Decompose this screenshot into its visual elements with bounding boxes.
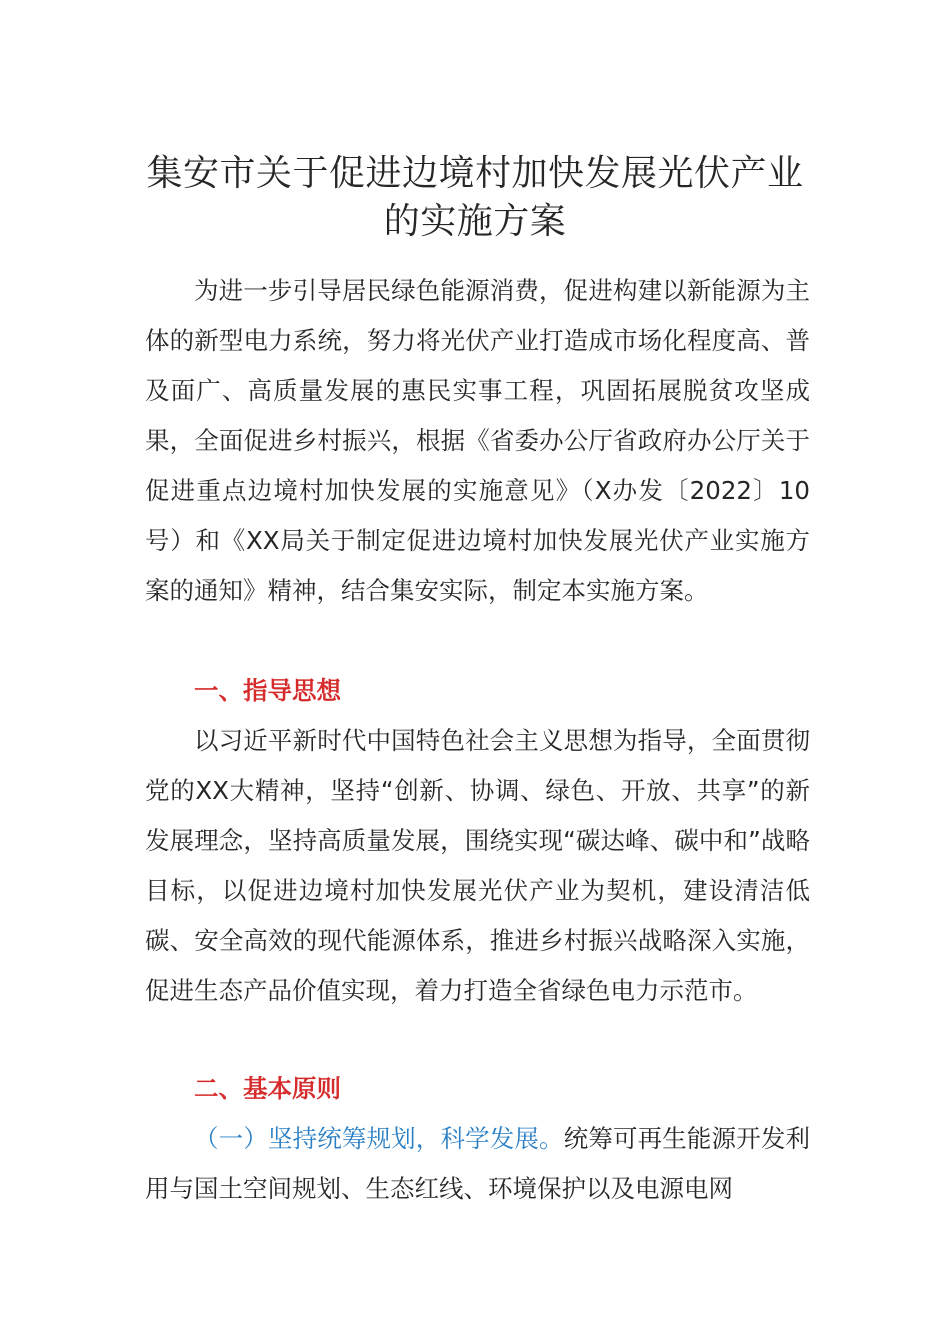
document-title-line-1: 集安市关于促进边境村加快发展光伏产业 (146, 153, 804, 194)
principle-1-heading: （一）坚持统筹规划，科学发展。 (194, 1124, 564, 1153)
principle-1-paragraph (145, 1114, 810, 1214)
document-title-line-2: 的实施方案 (383, 201, 567, 242)
section-heading-basic-principles: 二、基本原则 (194, 1074, 341, 1103)
intro-paragraph: 为进一步引导居民绿色能源消费，促进构建以新能源为主体的新型电力系统，努力将光伏产业打造成市场化程度高、普及面广、高质量发展的惠民实事工程，巩固拓展脱贫攻坚成果，全面促进乡村振兴，根据《省委办公厅省政府办公厅关于促进重点边境村加快发展的实施意见》（X办发〔2022〕10号）和《XX局关于制定促进边境村加快发展光伏产业实施方案的通知》精神，结合集安实际，制定本实施方案。 (145, 276, 810, 605)
principle-1-text: 统筹可再生能源开发利用与国土空间规划、生态红线、环境保护以及电源电网 (145, 1124, 810, 1203)
section-heading-guiding-ideology: 一、指导思想 (194, 676, 341, 705)
guiding-ideology-paragraph: 以习近平新时代中国特色社会主义思想为指导，全面贯彻党的XX大精神，坚持“创新、协调、绿色、开放、共享”的新发展理念，坚持高质量发展，围绕实现“碳达峰、碳中和”战略目标，以促进边境村加快发展光伏产业为契机，建设清洁低碳、安全高效的现代能源体系，推进乡村振兴战略深入实施，促进生态产品价值实现，着力打造全省绿色电力示范市。 (145, 726, 810, 1005)
